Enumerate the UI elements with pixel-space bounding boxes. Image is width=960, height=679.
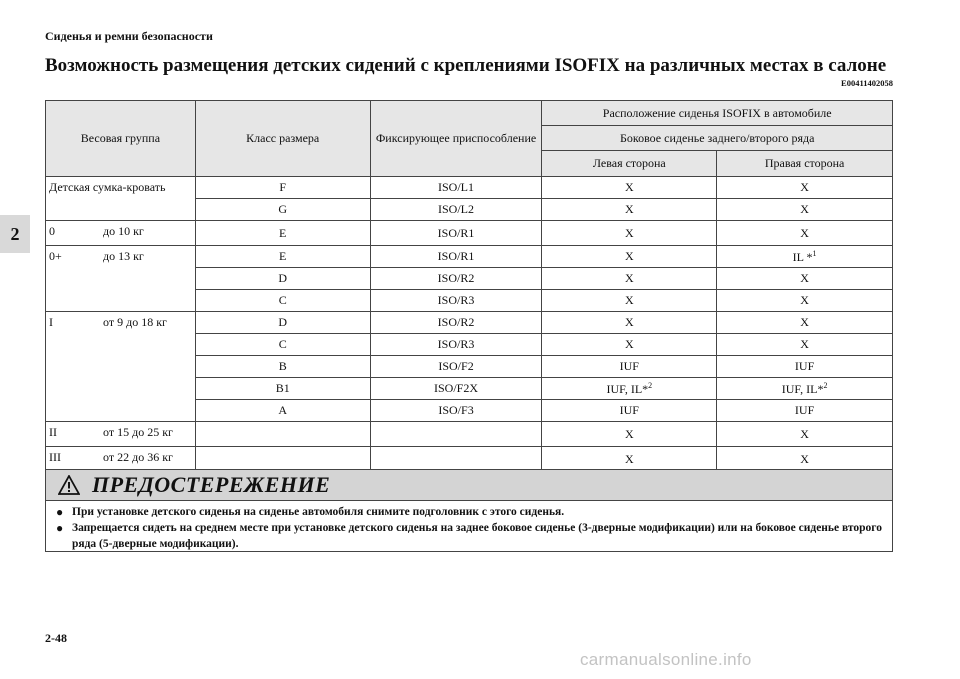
weight-group-cell	[46, 177, 196, 221]
right-value: IL *	[792, 249, 813, 264]
right-cell: X	[717, 422, 893, 447]
fixture-cell: ISO/F2X	[370, 378, 542, 400]
page-title: Возможность размещения детских сидений с креплениями ISOFIX на различных местах в салоне	[45, 55, 887, 76]
size-cell: C	[195, 334, 370, 356]
warning-text: При установке детского сиденья на сиденье автомобиля снимите подголовник с этого сиденья.	[72, 506, 565, 518]
fixture-cell: ISO/L1	[370, 177, 542, 199]
header-weight-group: Весовая группа	[46, 101, 196, 177]
section-header: Сиденья и ремни безопасности	[45, 29, 213, 43]
fixture-cell: ISO/R3	[370, 290, 542, 312]
footnote-marker: 2	[823, 380, 828, 390]
right-cell: X	[717, 290, 893, 312]
left-cell: X	[542, 422, 717, 447]
size-cell: E	[195, 221, 370, 246]
left-cell: X	[542, 246, 717, 268]
warning-box	[45, 469, 893, 552]
left-cell: X	[542, 447, 717, 473]
right-cell: IUF	[717, 400, 893, 422]
table-row	[46, 422, 893, 447]
footnote-marker: 1	[812, 248, 817, 258]
chapter-number: 2	[10, 223, 20, 244]
table-row	[46, 312, 893, 334]
fixture-cell: ISO/R2	[370, 268, 542, 290]
warning-triangle-icon	[58, 475, 80, 495]
fixture-cell: ISO/R3	[370, 334, 542, 356]
right-cell: X	[717, 312, 893, 334]
right-cell: X	[717, 221, 893, 246]
header-left-side: Левая сторона	[542, 151, 717, 177]
warning-title: ПРЕДОСТЕРЕЖЕНИЕ	[92, 472, 331, 497]
warning-item	[56, 504, 884, 520]
left-cell: X	[542, 221, 717, 246]
header-location: Расположение сиденья ISOFIX в автомобиле	[542, 101, 893, 126]
fixture-cell: ISO/R2	[370, 312, 542, 334]
size-cell: C	[195, 290, 370, 312]
table-row	[46, 177, 893, 199]
size-cell: E	[195, 246, 370, 268]
size-cell: F	[195, 177, 370, 199]
group-range: от 9 до 18 кг	[103, 315, 167, 329]
fixture-cell	[370, 422, 542, 447]
left-cell: X	[542, 177, 717, 199]
header-right-side: Правая сторона	[717, 151, 893, 177]
size-cell: D	[195, 268, 370, 290]
group-range: до 13 кг	[103, 249, 144, 263]
warning-text: Запрещается сидеть на среднем месте при установке детского сиденья на заднее боковое сиденье (3-дверные модификации) или на боковое сиденье второго ряда (5-дверные модификации).	[72, 522, 882, 550]
header-size-class: Класс размера	[195, 101, 370, 177]
fixture-cell: ISO/F3	[370, 400, 542, 422]
left-cell: X	[542, 268, 717, 290]
group-label: Детская сумка-кровать	[49, 180, 166, 194]
right-cell	[717, 246, 893, 268]
footnote-marker: 2	[648, 380, 653, 390]
size-cell: G	[195, 199, 370, 221]
size-cell: D	[195, 312, 370, 334]
right-cell: X	[717, 334, 893, 356]
weight-group-cell	[46, 312, 196, 422]
left-cell: X	[542, 312, 717, 334]
warning-header	[46, 470, 892, 501]
weight-group-cell	[46, 422, 196, 447]
right-cell	[717, 378, 893, 400]
document-code: E00411402058	[841, 78, 893, 88]
group-range: до 10 кг	[103, 224, 144, 238]
weight-group-cell	[46, 221, 196, 246]
right-cell: IUF	[717, 356, 893, 378]
isofix-table	[45, 100, 893, 473]
left-cell	[542, 378, 717, 400]
size-cell: A	[195, 400, 370, 422]
left-cell: X	[542, 334, 717, 356]
watermark: carmanualsonline.info	[580, 650, 752, 669]
left-cell: IUF	[542, 356, 717, 378]
left-cell: X	[542, 290, 717, 312]
left-cell: X	[542, 199, 717, 221]
size-cell: B	[195, 356, 370, 378]
right-cell: X	[717, 268, 893, 290]
right-value: IUF, IL*	[781, 381, 824, 396]
group-range: от 15 до 25 кг	[103, 425, 173, 439]
weight-group-cell	[46, 246, 196, 312]
fixture-cell: ISO/F2	[370, 356, 542, 378]
size-cell: B1	[195, 378, 370, 400]
right-cell: X	[717, 199, 893, 221]
fixture-cell: ISO/L2	[370, 199, 542, 221]
warning-body	[46, 501, 892, 552]
table-row	[46, 221, 893, 246]
size-cell	[195, 422, 370, 447]
header-side-seat: Боковое сиденье заднего/второго ряда	[542, 126, 893, 151]
left-value: IUF, IL*	[606, 381, 649, 396]
group-label: 0	[49, 224, 55, 238]
fixture-cell: ISO/R1	[370, 221, 542, 246]
page-number: 2-48	[45, 631, 67, 645]
fixture-cell: ISO/R1	[370, 246, 542, 268]
group-label: III	[49, 450, 61, 464]
group-label: II	[49, 425, 57, 439]
bullet-icon: ●	[56, 521, 64, 535]
right-cell: X	[717, 447, 893, 473]
bullet-icon: ●	[56, 505, 64, 519]
group-label: 0+	[49, 249, 62, 263]
group-range: от 22 до 36 кг	[103, 450, 173, 464]
left-cell: IUF	[542, 400, 717, 422]
table-row	[46, 246, 893, 268]
right-cell: X	[717, 177, 893, 199]
warning-item	[56, 520, 884, 552]
header-fixture: Фиксирующее приспособление	[370, 101, 542, 177]
chapter-tab	[0, 215, 30, 253]
group-label: I	[49, 315, 53, 329]
